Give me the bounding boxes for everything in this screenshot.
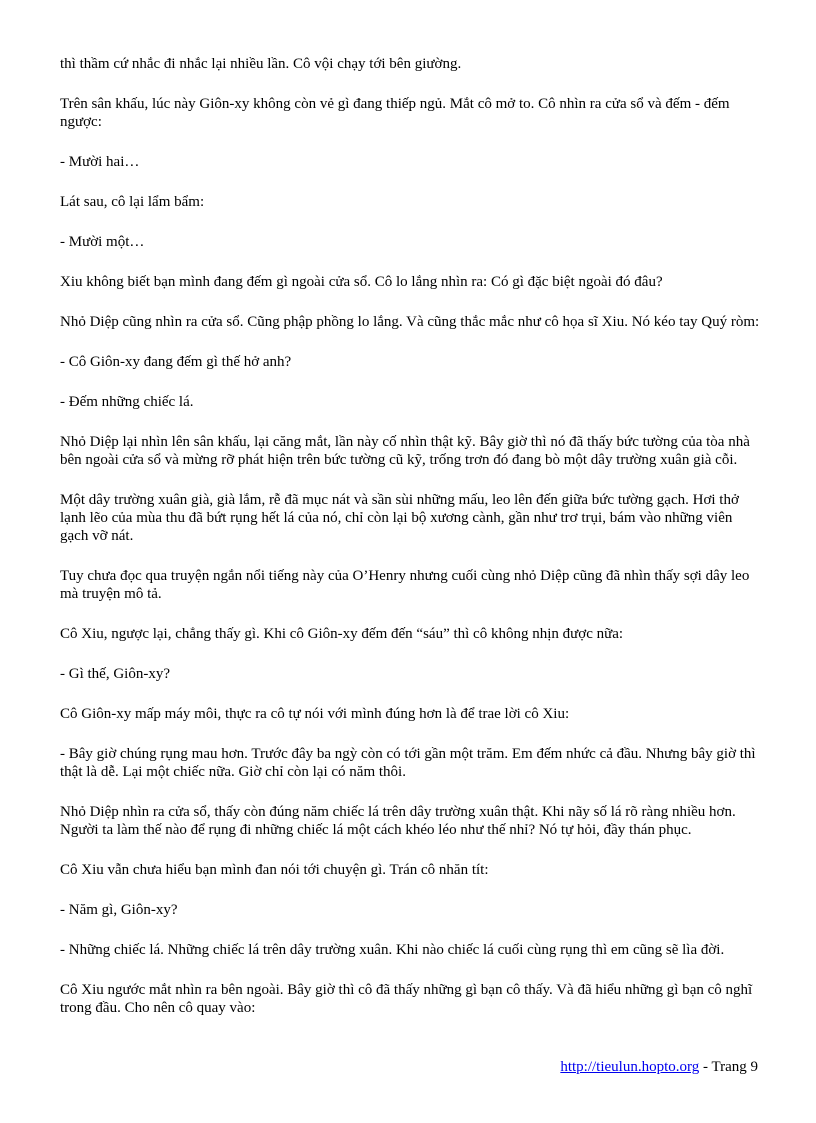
- paragraph: - Mười hai…: [60, 154, 140, 170]
- page-number: - Trang 9: [699, 1059, 758, 1075]
- paragraph: - Đếm những chiếc lá.: [60, 394, 194, 410]
- paragraph: - Năm gì, Giôn-xy?: [60, 902, 178, 918]
- paragraph: Nhỏ Diệp lại nhìn lên sân khấu, lại căng mắt, lần này cố nhìn thật kỹ. Bây giờ thì nó đã thấy bức tường của tòa nhà bên ngoài cửa sổ và mừng rỡ phát hiện trên bức tường cũ kỹ, trống trơn đó đang bò một dây trường xuân già cỗi.: [60, 434, 750, 468]
- paragraph: Cô Xiu vẫn chưa hiểu bạn mình đan nói tới chuyện gì. Trán cô nhăn tít:: [60, 862, 489, 878]
- paragraph: Trên sân khấu, lúc này Giôn-xy không còn vẻ gì đang thiếp ngủ. Mắt cô mở to. Cô nhìn ra cửa sổ và đếm - đếm ngược:: [60, 96, 730, 130]
- paragraph: Tuy chưa đọc qua truyện ngắn nổi tiếng này của O’Henry nhưng cuối cùng nhỏ Diệp cũng đã nhìn thấy sợi dây leo mà truyện mô tả.: [60, 568, 750, 602]
- paragraph: Cô Xiu ngước mắt nhìn ra bên ngoài. Bây giờ thì cô đã thấy những gì bạn cô thấy. Và đã hiểu những gì bạn cô nghĩ trong đầu. Cho nên cô quay vào:: [60, 982, 753, 1016]
- paragraph: - Gì thế, Giôn-xy?: [60, 666, 170, 682]
- page-footer: [560, 1058, 758, 1076]
- footer-link[interactable]: http://tieulun.hopto.org: [560, 1059, 700, 1075]
- paragraph: - Bây giờ chúng rụng mau hơn. Trước đây ba ngỳ còn có tới gần một trăm. Em đếm nhức cả đầu. Nhưng bây giờ thì thật là dễ. Lại một chiếc nữa. Giờ chỉ còn lại có năm thôi.: [60, 746, 756, 780]
- paragraph: Xiu không biết bạn mình đang đếm gì ngoài cửa sổ. Cô lo lắng nhìn ra: Có gì đặc biệt ngoài đó đâu?: [60, 274, 663, 290]
- document-body: [60, 55, 760, 1039]
- paragraph: - Những chiếc lá. Những chiếc lá trên dây trường xuân. Khi nào chiếc lá cuối cùng rụng thì em cũng sẽ lìa đời.: [60, 942, 725, 958]
- paragraph: Cô Giôn-xy mấp máy môi, thực ra cô tự nói với mình đúng hơn là để trae lời cô Xiu:: [60, 706, 570, 722]
- paragraph: Nhỏ Diệp cũng nhìn ra cửa sổ. Cũng phập phồng lo lắng. Và cũng thắc mắc như cô họa sĩ Xiu. Nó kéo tay Quý ròm:: [60, 314, 760, 330]
- paragraph: Một dây trường xuân già, già lắm, rễ đã mục nát và sần sùi những mấu, leo lên đến giữa bức tường gạch. Hơi thở lạnh lẽo của mùa thu đã bứt rụng hết lá của nó, chỉ còn lại bộ xương cành, gần như trơ trụi, bám vào những viên gạch vỡ nát.: [60, 492, 739, 544]
- paragraph: Lát sau, cô lại lẩm bẩm:: [60, 194, 205, 210]
- paragraph: thì thầm cứ nhắc đi nhắc lại nhiều lần. Cô vội chạy tới bên giường.: [60, 56, 462, 72]
- paragraph: - Mười một…: [60, 234, 145, 250]
- paragraph: Cô Xiu, ngược lại, chẳng thấy gì. Khi cô Giôn-xy đếm đến “sáu” thì cô không nhịn được nữa:: [60, 626, 624, 642]
- paragraph: - Cô Giôn-xy đang đếm gì thế hở anh?: [60, 354, 292, 370]
- paragraph: Nhỏ Diệp nhìn ra cửa sổ, thấy còn đúng năm chiếc lá trên dây trường xuân thật. Khi nãy số lá rõ ràng nhiều hơn. Người ta làm thế nào để rụng đi những chiếc lá một cách khéo léo như thế nhỉ? Nó tự hỏi, đầy thán phục.: [60, 804, 736, 838]
